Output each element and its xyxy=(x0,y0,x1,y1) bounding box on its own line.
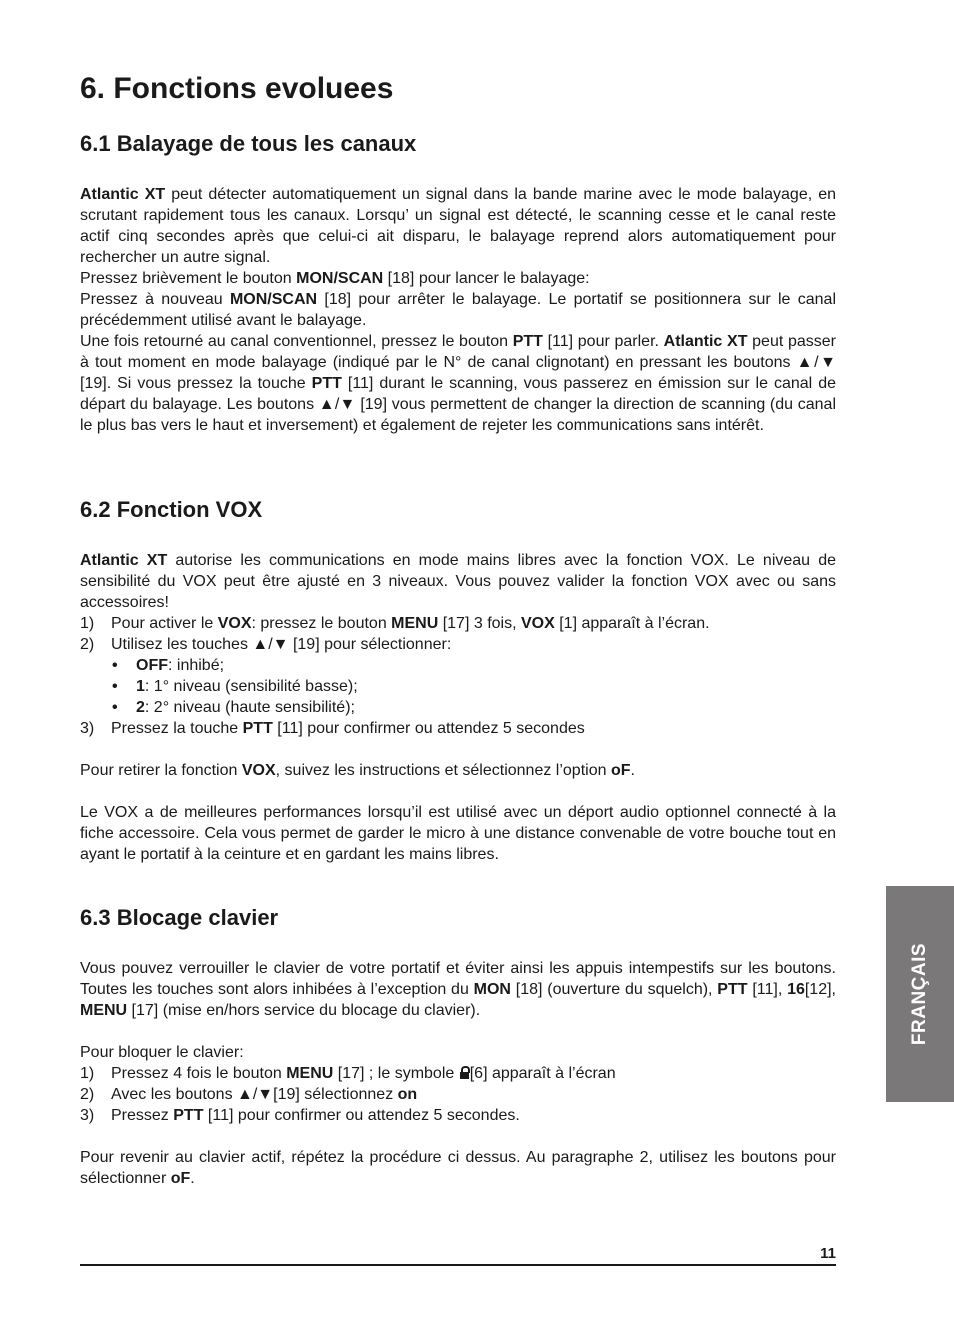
bullet-item: • OFF: inhibé; xyxy=(112,657,225,674)
page-number: 11 xyxy=(820,1245,836,1262)
paragraph: Pour retirer la fonction VOX, suivez les instructions et sélectionnez l’option oF. xyxy=(80,762,635,779)
language-label: FRANÇAIS xyxy=(909,942,930,1046)
list-item: 2) Utilisez les touches ▲/▼ [19] pour sélectionner: xyxy=(80,636,452,653)
footer-divider xyxy=(80,1264,836,1266)
paragraph: Pressez brièvement le bouton MON/SCAN [18] pour lancer le balayage: xyxy=(80,270,590,287)
list-item: 1) Pressez 4 fois le bouton MENU [17] ; le symbole [6] apparaît à l’écran xyxy=(80,1065,616,1082)
paragraph: Le VOX a de meilleures performances lorsqu’il est utilisé avec un déport audio optionnel connecté à la fiche accessoire. Cela vous permet de garder le micro à une distance convenable de votre bouche tout en ayant le portatif à la ceinture et en gardant les mains libres. xyxy=(80,804,836,863)
section-blocage xyxy=(80,905,836,1189)
section-heading-balayage: 6.1 Balayage de tous les canaux xyxy=(80,131,417,156)
paragraph: Atlantic XT autorise les communications en mode mains libres avec la fonction VOX. Le niveau de sensibilité du VOX peut être ajusté en 3 niveaux. Vous pouvez valider la fonction VOX avec ou sans accessoires! xyxy=(80,552,836,611)
paragraph: Vous pouvez verrouiller le clavier de votre portatif et éviter ainsi les appuis intempestifs sur les boutons. Toutes les touches sont alors inhibées à l’exception du MON [18] (ouverture du squelch), PTT [11], 16[12], MENU [17] (mise en/hors service du blocage du clavier). xyxy=(80,960,836,1019)
paragraph: Pour bloquer le clavier: xyxy=(80,1044,244,1061)
section-vox xyxy=(80,497,836,865)
list-item: 2) Avec les boutons ▲/▼[19] sélectionnez on xyxy=(80,1086,418,1103)
language-side-tab xyxy=(886,886,954,1102)
page-title: 6. Fonctions evoluees xyxy=(80,72,394,105)
bullet-item: • 2: 2° niveau (haute sensibilité); xyxy=(112,699,355,716)
bullet-item: • 1: 1° niveau (sensibilité basse); xyxy=(112,678,358,695)
paragraph: Pressez à nouveau MON/SCAN [18] pour arrêter le balayage. Le portatif se positionnera sur le canal précédemment utilisé avant le balayage. xyxy=(80,291,836,329)
list-item: 1) Pour activer le VOX: pressez le bouton MENU [17] 3 fois, VOX [1] apparaît à l’écran. xyxy=(80,615,710,632)
paragraph: Une fois retourné au canal conventionnel, pressez le bouton PTT [11] pour parler. Atlantic XT peut passer à tout moment en mode balayage (indiqué par le N° de canal clignotant) en pressant les boutons ▲/▼ [19]. Si vous pressez la touche PTT [11] durant le scanning, vous passerez en émission sur le canal de départ du balayage. Les boutons ▲/▼ [19] vous permettent de changer la direction de scanning (du canal le plus bas vers le haut et inversement) et également de rejeter les communications sans intérêt. xyxy=(80,333,837,434)
list-item: 3) Pressez PTT [11] pour confirmer ou attendez 5 secondes. xyxy=(80,1107,520,1124)
section-heading-blocage: 6.3 Blocage clavier xyxy=(80,905,279,930)
paragraph: Pour revenir au clavier actif, répétez la procédure ci dessus. Au paragraphe 2, utilisez les boutons pour sélectionner oF. xyxy=(80,1149,836,1187)
lock-icon xyxy=(460,1066,469,1079)
paragraph: Atlantic XT peut détecter automatiquement un signal dans la bande marine avec le mode balayage, en scrutant rapidement tous les canaux. Lorsqu’ un signal est détecté, le scanning cesse et le canal reste actif cinq secondes après que celui-ci ait disparu, le balayage reprend alors automatiquement pour rechercher un autre signal. xyxy=(80,186,837,266)
list-item: 3) Pressez la touche PTT [11] pour confirmer ou attendez 5 secondes xyxy=(80,720,585,737)
section-heading-vox: 6.2 Fonction VOX xyxy=(80,497,263,522)
section-balayage xyxy=(80,131,836,436)
